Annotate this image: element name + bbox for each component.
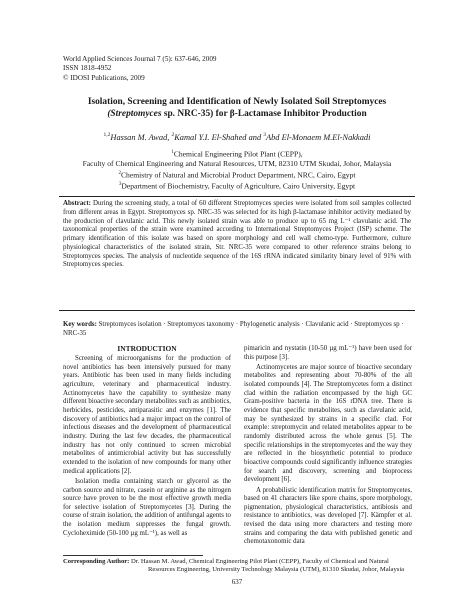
corresponding-line-1: [63, 558, 423, 566]
abstract-label: Abstract:: [63, 200, 91, 207]
journal-copyright: © IDOSI Publications, 2009: [63, 73, 145, 82]
affiliation-2-text: Chemistry of Natural and Microbial Product Department, NRC, Cairo, Egypt: [120, 170, 356, 180]
corresponding-label: Corresponding Author:: [63, 558, 130, 565]
journal-citation: World Applied Sciences Journal 7 (5): 637-646, 2009: [63, 55, 217, 63]
journal-header: [63, 55, 217, 83]
intro-paragraph-1: Screening of microorganisms for the production of novel antibiotics has been intensively pursued for many years. Antibiotic has been used in many fields including agriculture, veterinary and pharmaceutical industry. Actinomycetes have the capability to synthesize many different bioactive secondary metabolites such as antibiotics, herbicides, pesticides, antiparasitic and enzymes [1]. The discovery of antibiotics had a major impact on the control of infectious diseases and the development of pharmaceutical industry. During the last few decades, the pharmaceutical industry has not only continued to screen microbial metabolites of antimicrobial activity but has successfully extended to the isolation of new compounds for many other medical applications [2].: [63, 355, 231, 475]
author-3: Abd El-Monaem M.El-Nakkadi: [266, 132, 371, 142]
corresponding-text-1: Dr. Hassan M. Awad, Chemical Engineering Pilot Plant (CEPP), Faculty of Chemical and Natural: [129, 558, 389, 565]
affiliation-2-sup: 2: [118, 171, 121, 177]
affiliation-1-sup: 1: [171, 150, 174, 155]
keywords-text: Streptomyces isolation · Streptomyces taxonomy · Phylogenetic analysis · Clavulanic acid · Streptomyces sp · NRC-35: [63, 321, 404, 337]
affiliation-1b: Faculty of Chemical Engineering and Natural Resources, UTM, 82310 UTM Skudai, Johor, Malaysia: [82, 159, 392, 169]
corresponding-line-2: Resources Engineering, University Technology Malaysia (UTM), 81310 Skudai, Johor, Malaysia: [148, 566, 405, 574]
affiliation-2: [40, 169, 434, 180]
affiliation-3-sup: 3: [118, 182, 122, 188]
intro-paragraph-2: Isolation media containing starch or glycerol as the carbon source and nitrate, casein or arginine as the nitrogen source have proven to be the most effective growth media for selective isolation of Streptomycetes [3]. During the course of strain isolation, the addition of antifungal agents to the isolation medium suppresses the fungal growth. Cycloheximide (50-100 µg mL⁻¹), as well as: [63, 477, 231, 537]
author-2: Kamal Y.I. El-Shahed: [174, 132, 247, 142]
title-line-2: [40, 108, 434, 120]
affiliation-3-text: Department of Biochemistry, Faculty of Agriculture, Cairo University, Egypt: [121, 181, 356, 191]
abstract: [59, 196, 415, 311]
title-rest-part: sp. NRC-35) for β-Lactamase Inhibitor Production: [161, 109, 367, 119]
footnote-rule: [63, 555, 203, 556]
section-heading-introduction: INTRODUCTION: [117, 344, 177, 353]
author-1-sup: 1,2: [103, 132, 111, 138]
paper-title: [40, 96, 434, 120]
keywords: [63, 320, 413, 338]
abstract-text: During the screening study, a total of 60 different Streptomyces species were isolated from soil samples collected from different areas in Egypt. Streptomyces sp. NRC-35 was selected for its high β-lactamase inhibitor activity mediated by the production of clavulanic acid. This newly isolated strain was able to produce up to 65 mg L⁻¹ clavulanic acid. The taxonomical properties of the strain were examined according to International Streptomyces Project (ISP) scheme. The primary identification of this isolate was based on spore morphology and cell wall chemo-type. Furthermore, culture physiological characteristics of the isolated strain, Str. NRC-35 were compared to other reference strains belong to Streptomyces species. The analysis of nucleotide sequence of the 16S rRNA indicated similarity binary level of 91% with Streptomyces species.: [63, 200, 411, 269]
intro-paragraph-4: Actinomycetes are major source of bioactive secondary metabolites and representing about 70-80% of the all isolated compounds [4]. The Streptomycetes form a distinct clad within the radiation encompassed by the high GC Gram-positive bacteria in the 16S rDNA tree. There is evidence that specific metabolites, such as clavulanic acid, may be synthesized by strains in a specific clad. For example: streptomycin and related metabolites appear to be randomly distributed across the whole genus [5]. The specific relationships in the streptomycetes and the way they are reflected in the biosynthetic potential to produce bioactive compounds could significantly influence strategies for search and discovery, screening and bioprocess development [6].: [244, 363, 412, 484]
author-3-sup: 3: [263, 132, 266, 138]
intro-paragraph-5: A probabilistic identification matrix for Streptomycetes, based on 41 characters like spore chains, spore morphology, pigmentation, physiological characteristics, antibiosis and resistance to antibiotics, was developed [7]. Kämpfer et al. revised the data using more characters and testing more strains and comparing the data with published genetic and chemotaxonomic data: [244, 486, 412, 546]
column-left: [63, 345, 231, 540]
affiliations: [40, 148, 434, 192]
corresponding-author: [63, 558, 423, 575]
title-line-1: Isolation, Screening and Identification of Newly Isolated Soil Streptomyces: [87, 97, 387, 107]
journal-issn: ISSN 1818-4952: [63, 64, 112, 73]
affiliation-1a: [40, 148, 434, 159]
affiliation-1-text: Chemical Engineering Pilot Plant (CEPP),: [173, 149, 303, 159]
title-italic-part: (Streptomyces: [107, 109, 162, 119]
author-1: Hassan M. Awad,: [110, 132, 170, 142]
author-list: $^{1,2}$Hassan M. Awad, $^2$Kamal Y.I. El-Shahed and $^3$Abd El-Monaem M.El-Nakkadi: [103, 132, 371, 142]
affiliation-3: [40, 180, 434, 191]
author-2-sup: 2: [171, 132, 175, 138]
page-number: 637: [231, 578, 243, 586]
intro-paragraph-3: pimaricin and nystatin (10-50 µg mL⁻¹) have been used for this purpose [3].: [244, 345, 412, 361]
keywords-label: Key words:: [63, 321, 97, 328]
column-right: [244, 345, 412, 549]
